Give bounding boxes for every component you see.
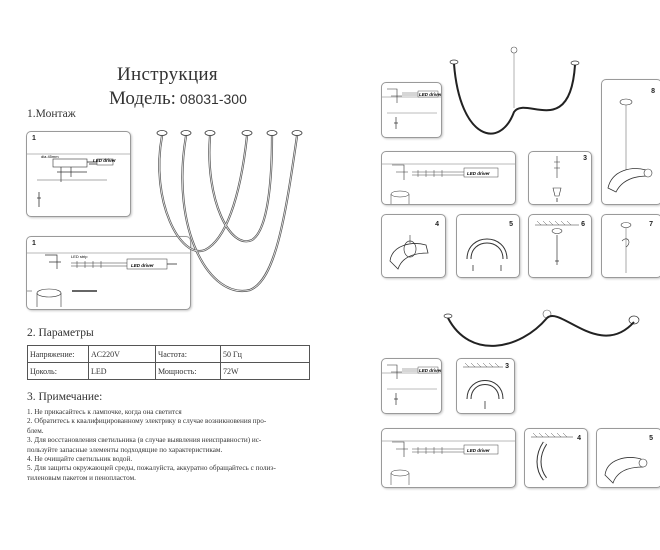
note-line: 1. Не прикасайтесь к лампочке, когда она светится <box>27 408 182 416</box>
driver-label: LED driver <box>93 158 116 163</box>
pendant2-panel-mount <box>381 358 442 414</box>
param-value: 50 Гц <box>221 346 310 363</box>
section-mount-heading: 1.Монтаж <box>27 108 76 120</box>
param-label: Напряжение: <box>28 346 89 363</box>
pendant-step-7-diagram <box>602 215 660 277</box>
pendant-strip-diagram <box>382 152 515 204</box>
panel-number: 1 <box>32 240 36 247</box>
pendant-step-3-diagram <box>529 152 591 204</box>
pendant-panel-4 <box>381 214 446 278</box>
panel-number: 6 <box>581 221 585 228</box>
pendant-step-6-diagram <box>529 215 591 277</box>
pendant2-step-4-diagram <box>525 429 587 487</box>
param-label: Частота: <box>156 346 221 363</box>
driver-label: LED driver <box>419 368 442 373</box>
pendant2-step-3-diagram <box>457 359 514 413</box>
param-label: Мощность: <box>156 363 221 380</box>
note-line: блем. <box>27 426 44 435</box>
mount-panel-2 <box>26 236 191 310</box>
pendant-panel-3 <box>528 151 592 205</box>
param-value: 72W <box>221 363 310 380</box>
mount-diagram-2 <box>27 237 190 309</box>
pendant2-panel-3 <box>456 358 515 414</box>
pendant2-panel-5 <box>596 428 660 488</box>
driver-label: LED driver <box>419 92 442 97</box>
pendant-panel-7 <box>601 214 660 278</box>
pendant2-strip-diagram <box>382 429 515 487</box>
param-value: AC220V <box>89 346 156 363</box>
section-params-heading: 2. Параметры <box>27 327 94 339</box>
pendant-panel-8 <box>601 79 660 205</box>
pendant-step-5-diagram <box>457 215 519 277</box>
pendant-panel-6 <box>528 214 592 278</box>
panel-number: 4 <box>577 435 581 442</box>
table-row <box>28 363 310 380</box>
pendant-mount-diagram <box>382 83 441 137</box>
pendant2-panel-strip <box>381 428 516 488</box>
params-table <box>27 345 310 380</box>
pendant-step-8-diagram <box>602 80 660 204</box>
pendant-panel-strip <box>381 151 516 205</box>
dia-label: dia.45mm <box>41 154 59 159</box>
panel-number: 3 <box>505 363 509 370</box>
panel-number: 5 <box>649 435 653 442</box>
note-line: пользуйте запасные элементы подходящие по характеристикам. <box>27 445 223 454</box>
panel-number: 7 <box>649 221 653 228</box>
panel-number: 4 <box>435 221 439 228</box>
param-label: Цоколь: <box>28 363 89 380</box>
model-number: 08031-300 <box>179 91 247 107</box>
notes-list <box>27 408 317 483</box>
mount-panel-1 <box>26 131 131 217</box>
note-line: 3. Для восстановления светильника (в случае выявления неисправности) ис- <box>27 436 262 445</box>
panel-number: 5 <box>509 221 513 228</box>
strip-label: LED strip <box>71 254 88 259</box>
document-title: Инструкция <box>117 64 218 85</box>
pendant-panel-5 <box>456 214 520 278</box>
note-line: 5. Для защиты окружающей среды, пожалуйста, аккуратно обращайтесь с полиэ- <box>27 464 276 473</box>
section-notes-heading: 3. Примечание: <box>27 391 103 403</box>
pendant-step-4-diagram <box>382 215 445 277</box>
note-line: 4. Не очищайте светильник водой. <box>27 455 133 464</box>
driver-label: LED driver <box>131 263 154 268</box>
driver-label: LED driver <box>467 448 490 453</box>
model-label: Модель: <box>109 88 176 109</box>
param-value: LED <box>89 363 156 380</box>
mount-diagram-1 <box>27 132 130 216</box>
panel-number: 1 <box>32 135 36 142</box>
pendant2-panel-4 <box>524 428 588 488</box>
table-row <box>28 346 310 363</box>
panel-number: 8 <box>651 88 655 95</box>
pendant2-mount-diagram <box>382 359 441 413</box>
driver-label: LED driver <box>467 171 490 176</box>
pendant-panel-mount <box>381 82 442 138</box>
model-line <box>109 88 247 110</box>
note-line: 2. Обратитесь к квалифицированному электрику в случае возникновения про- <box>27 417 267 426</box>
note-line: тиленовым пакетом и пенопластом. <box>27 473 136 482</box>
panel-number: 3 <box>583 155 587 162</box>
pendant2-step-5-diagram <box>597 429 660 487</box>
